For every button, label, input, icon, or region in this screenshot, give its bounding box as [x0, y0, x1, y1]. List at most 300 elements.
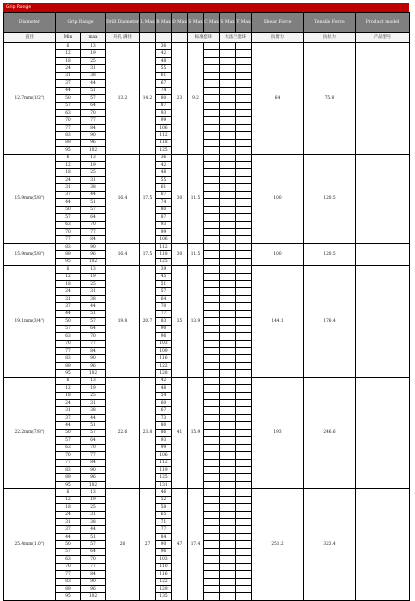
sub-c-large: 大法兰套环 — [220, 33, 252, 43]
product-model-cell — [356, 154, 410, 243]
grip-max-cell: 77 — [81, 228, 106, 235]
s2-max-cell — [220, 355, 236, 362]
s2-max-cell — [220, 504, 236, 511]
c-max-cell — [204, 355, 220, 362]
b-max-cell: 87 — [156, 102, 172, 109]
s2-max-cell — [220, 437, 236, 444]
c-max-cell — [204, 258, 220, 265]
table-body — [4, 43, 410, 601]
grip-min-cell: 95 — [56, 370, 81, 377]
b-max-cell: 112 — [156, 132, 172, 139]
shear-force-cell: 251.2 — [252, 489, 304, 601]
c-max-cell — [204, 132, 220, 139]
grip-min-cell: 63 — [56, 556, 81, 563]
grip-max-cell: 64 — [81, 325, 106, 332]
grip-min-cell: 31 — [56, 519, 81, 526]
col-b-max: B Max — [156, 13, 172, 33]
c-max-cell — [204, 571, 220, 578]
grip-max-cell: 51 — [81, 310, 106, 317]
grip-max-cell: 70 — [81, 333, 106, 340]
b-max-cell: 125 — [156, 258, 172, 265]
b-max-cell: 54 — [156, 392, 172, 399]
c-max-cell — [204, 563, 220, 570]
s2-max-cell — [220, 541, 236, 548]
t-max-cell — [236, 422, 252, 429]
c-max-cell — [204, 281, 220, 288]
t-max-cell — [236, 228, 252, 235]
grip-min-cell: 70 — [56, 452, 81, 459]
grip-max-cell: 102 — [81, 147, 106, 154]
b-max-cell: 48 — [156, 57, 172, 64]
t-max-cell — [236, 452, 252, 459]
s-max-cell: 15.9 — [188, 377, 204, 489]
t-max-cell — [236, 429, 252, 436]
s2-max-cell — [220, 95, 236, 102]
s-max-cell: 11.5 — [188, 243, 204, 265]
t-max-cell — [236, 214, 252, 221]
b-max-cell: 96 — [156, 333, 172, 340]
b-max-cell: 116 — [156, 355, 172, 362]
b-max-cell: 64 — [156, 295, 172, 302]
grip-max-cell: 102 — [81, 481, 106, 488]
b-max-cell: 103 — [156, 340, 172, 347]
b-max-cell: 93 — [156, 221, 172, 228]
drill-cell: 22.6 — [106, 377, 140, 489]
b-max-cell: 65 — [156, 511, 172, 518]
s2-max-cell — [220, 347, 236, 354]
s-max-cell: 11.5 — [188, 154, 204, 243]
s2-max-cell — [220, 266, 236, 273]
b-max-cell: 109 — [156, 347, 172, 354]
b-max-cell: 61 — [156, 72, 172, 79]
grip-min-cell: 44 — [56, 422, 81, 429]
t-max-cell — [236, 50, 252, 57]
b-max-cell: 42 — [156, 50, 172, 57]
b-max-cell: 46 — [156, 489, 172, 496]
s2-max-cell — [220, 206, 236, 213]
grip-min-cell: 83 — [56, 355, 81, 362]
grip-max-cell: 13 — [81, 154, 106, 161]
product-model-cell — [356, 377, 410, 489]
s-max-cell: 17.4 — [188, 489, 204, 601]
col-grip-range: Grip Range — [56, 13, 106, 33]
s-max-cell: 13.9 — [188, 266, 204, 378]
grip-max-cell: 13 — [81, 489, 106, 496]
grip-max-cell: 57 — [81, 318, 106, 325]
c-max-cell — [204, 199, 220, 206]
c-max-cell — [204, 87, 220, 94]
table-row — [4, 489, 410, 496]
b-max-cell: 80 — [156, 422, 172, 429]
t-max-cell — [236, 295, 252, 302]
grip-min-cell: 95 — [56, 258, 81, 265]
grip-min-cell: 31 — [56, 295, 81, 302]
b-max-cell: 93 — [156, 109, 172, 116]
s2-max-cell — [220, 459, 236, 466]
product-model-cell — [356, 243, 410, 265]
t-max-cell — [236, 556, 252, 563]
b-max-cell: 48 — [156, 169, 172, 176]
c-max-cell — [204, 541, 220, 548]
grip-min-cell: 37 — [56, 80, 81, 87]
c-max-cell — [204, 273, 220, 280]
c-max-cell — [204, 176, 220, 183]
s2-max-cell — [220, 221, 236, 228]
c-max-cell — [204, 444, 220, 451]
col-d-max: D Max — [172, 13, 188, 33]
c-max-cell — [204, 385, 220, 392]
d-max-cell: 41 — [172, 377, 188, 489]
t-max-cell — [236, 377, 252, 384]
grip-max-cell: 25 — [81, 281, 106, 288]
t-max-cell — [236, 243, 252, 250]
grip-min-cell: 57 — [56, 325, 81, 332]
grip-max-cell: 38 — [81, 407, 106, 414]
b-max-cell: 70 — [156, 303, 172, 310]
grip-min-cell: 83 — [56, 578, 81, 585]
d-max-cell: 30 — [172, 154, 188, 243]
grip-min-cell: 18 — [56, 392, 81, 399]
c-max-cell — [204, 191, 220, 198]
grip-min-cell: 6 — [56, 266, 81, 273]
t-max-cell — [236, 481, 252, 488]
grip-max-cell: 31 — [81, 65, 106, 72]
product-model-cell — [356, 266, 410, 378]
col-l-max: L Max — [140, 13, 156, 33]
t-max-cell — [236, 154, 252, 161]
grip-min-cell: 18 — [56, 504, 81, 511]
s2-max-cell — [220, 333, 236, 340]
t-max-cell — [236, 392, 252, 399]
grip-min-cell: 77 — [56, 236, 81, 243]
col-s2-max: S Max — [220, 13, 236, 33]
grip-max-cell: 64 — [81, 214, 106, 221]
grip-max-cell: 102 — [81, 258, 106, 265]
b-max-cell: 80 — [156, 206, 172, 213]
col-tensile-force: Tensile Force — [304, 13, 356, 33]
s2-max-cell — [220, 65, 236, 72]
c-max-cell — [204, 214, 220, 221]
b-max-cell: 99 — [156, 228, 172, 235]
grip-min-cell: 83 — [56, 132, 81, 139]
b-max-cell: 106 — [156, 452, 172, 459]
t-max-cell — [236, 95, 252, 102]
b-max-cell: 103 — [156, 556, 172, 563]
grip-max-cell: 51 — [81, 87, 106, 94]
c-max-cell — [204, 50, 220, 57]
grip-max-cell: 64 — [81, 437, 106, 444]
col-drill-diameter: Drill Diameter — [106, 13, 140, 33]
s2-max-cell — [220, 117, 236, 124]
t-max-cell — [236, 340, 252, 347]
grip-max-cell: 96 — [81, 139, 106, 146]
t-max-cell — [236, 281, 252, 288]
t-max-cell — [236, 102, 252, 109]
grip-min-cell: 63 — [56, 444, 81, 451]
l-max-cell: 14.2 — [140, 43, 156, 155]
t-max-cell — [236, 109, 252, 116]
c-max-cell — [204, 511, 220, 518]
grip-min-cell: 89 — [56, 585, 81, 592]
t-max-cell — [236, 511, 252, 518]
grip-max-cell: 44 — [81, 414, 106, 421]
grip-min-cell: 89 — [56, 362, 81, 369]
grip-min-cell: 50 — [56, 318, 81, 325]
t-max-cell — [236, 519, 252, 526]
c-max-cell — [204, 377, 220, 384]
s2-max-cell — [220, 585, 236, 592]
grip-max-cell: 77 — [81, 340, 106, 347]
b-max-cell: 52 — [156, 496, 172, 503]
grip-min-cell: 37 — [56, 526, 81, 533]
drill-cell: 16.4 — [106, 154, 140, 243]
s2-max-cell — [220, 578, 236, 585]
grip-max-cell: 31 — [81, 176, 106, 183]
b-max-cell: 45 — [156, 273, 172, 280]
b-max-cell: 125 — [156, 474, 172, 481]
s2-max-cell — [220, 519, 236, 526]
c-max-cell — [204, 496, 220, 503]
t-max-cell — [236, 191, 252, 198]
t-max-cell — [236, 310, 252, 317]
b-max-cell: 36 — [156, 154, 172, 161]
b-max-cell: 77 — [156, 310, 172, 317]
grip-max-cell: 77 — [81, 117, 106, 124]
tensile-force-cell: 120.5 — [304, 154, 356, 243]
grip-min-cell: 63 — [56, 221, 81, 228]
grip-max-cell: 25 — [81, 169, 106, 176]
c-max-cell — [204, 489, 220, 496]
c-max-cell — [204, 221, 220, 228]
b-max-cell: 106 — [156, 124, 172, 131]
l-max-cell: 20.7 — [140, 266, 156, 378]
t-max-cell — [236, 548, 252, 555]
s2-max-cell — [220, 571, 236, 578]
shear-force-cell: 64 — [252, 43, 304, 155]
c-max-cell — [204, 474, 220, 481]
grip-min-cell: 12 — [56, 385, 81, 392]
grip-max-cell: 102 — [81, 370, 106, 377]
l-max-cell: 23.8 — [140, 377, 156, 489]
b-max-cell: 55 — [156, 176, 172, 183]
c-max-cell — [204, 295, 220, 302]
grip-max-cell: 57 — [81, 429, 106, 436]
s2-max-cell — [220, 102, 236, 109]
t-max-cell — [236, 459, 252, 466]
c-max-cell — [204, 414, 220, 421]
b-max-cell: 118 — [156, 251, 172, 258]
grip-min-cell: 70 — [56, 117, 81, 124]
grip-min-cell: 50 — [56, 206, 81, 213]
t-max-cell — [236, 206, 252, 213]
grip-max-cell: 90 — [81, 132, 106, 139]
s2-max-cell — [220, 57, 236, 64]
d-max-cell: 35 — [172, 266, 188, 378]
grip-max-cell: 31 — [81, 511, 106, 518]
c-max-cell — [204, 147, 220, 154]
s2-max-cell — [220, 362, 236, 369]
grip-max-cell: 44 — [81, 526, 106, 533]
grip-max-cell: 38 — [81, 519, 106, 526]
s2-max-cell — [220, 147, 236, 154]
diameter-cell: 25.4mm(1.0") — [4, 489, 56, 601]
t-max-cell — [236, 318, 252, 325]
diameter-cell: 15.9mm(5/8") — [4, 154, 56, 243]
s2-max-cell — [220, 422, 236, 429]
drill-cell: 13.2 — [106, 43, 140, 155]
grip-min-cell: 18 — [56, 169, 81, 176]
grip-max-cell: 25 — [81, 392, 106, 399]
b-max-cell: 87 — [156, 214, 172, 221]
t-max-cell — [236, 65, 252, 72]
grip-min-cell: 50 — [56, 429, 81, 436]
s2-max-cell — [220, 72, 236, 79]
s2-max-cell — [220, 281, 236, 288]
s-max-cell: 9.2 — [188, 43, 204, 155]
diameter-cell: 12.7mm(1/2") — [4, 43, 56, 155]
sub-b — [156, 33, 172, 43]
t-max-cell — [236, 474, 252, 481]
b-max-cell: 42 — [156, 377, 172, 384]
s2-max-cell — [220, 43, 236, 50]
b-max-cell: 129 — [156, 585, 172, 592]
b-max-cell: 128 — [156, 370, 172, 377]
t-max-cell — [236, 147, 252, 154]
b-max-cell: 116 — [156, 571, 172, 578]
s2-max-cell — [220, 109, 236, 116]
t-max-cell — [236, 80, 252, 87]
c-max-cell — [204, 333, 220, 340]
table-row — [4, 266, 410, 273]
s2-max-cell — [220, 295, 236, 302]
s2-max-cell — [220, 452, 236, 459]
t-max-cell — [236, 362, 252, 369]
b-max-cell: 90 — [156, 541, 172, 548]
c-max-cell — [204, 303, 220, 310]
c-max-cell — [204, 236, 220, 243]
c-max-cell — [204, 72, 220, 79]
col-diameter: Diameter — [4, 13, 56, 33]
spec-table — [3, 12, 410, 601]
b-max-cell: 99 — [156, 117, 172, 124]
sub-s-standard: 标准套环 — [188, 33, 220, 43]
s2-max-cell — [220, 407, 236, 414]
sub-l — [140, 33, 156, 43]
c-max-cell — [204, 117, 220, 124]
grip-min-cell: 89 — [56, 251, 81, 258]
c-max-cell — [204, 57, 220, 64]
t-max-cell — [236, 385, 252, 392]
t-max-cell — [236, 355, 252, 362]
c-max-cell — [204, 452, 220, 459]
c-max-cell — [204, 80, 220, 87]
grip-max-cell: 64 — [81, 548, 106, 555]
t-max-cell — [236, 437, 252, 444]
b-max-cell: 112 — [156, 243, 172, 250]
tensile-force-cell: 75.8 — [304, 43, 356, 155]
c-max-cell — [204, 162, 220, 169]
table-title-banner: Grip Range — [3, 3, 409, 12]
t-max-cell — [236, 258, 252, 265]
s2-max-cell — [220, 124, 236, 131]
grip-min-cell: 24 — [56, 288, 81, 295]
d-max-cell: 47 — [172, 489, 188, 601]
s2-max-cell — [220, 481, 236, 488]
s2-max-cell — [220, 50, 236, 57]
grip-max-cell: 38 — [81, 295, 106, 302]
shear-force-cell: 193 — [252, 377, 304, 489]
grip-min-cell: 6 — [56, 43, 81, 50]
t-max-cell — [236, 251, 252, 258]
t-max-cell — [236, 533, 252, 540]
shear-force-cell: 144.1 — [252, 266, 304, 378]
drill-cell: 19.8 — [106, 266, 140, 378]
s2-max-cell — [220, 511, 236, 518]
t-max-cell — [236, 578, 252, 585]
grip-max-cell: 51 — [81, 533, 106, 540]
col-shear-force: Shear Force — [252, 13, 304, 33]
grip-max-cell: 13 — [81, 43, 106, 50]
b-max-cell: 112 — [156, 459, 172, 466]
t-max-cell — [236, 541, 252, 548]
col-c-max: C Max — [204, 13, 220, 33]
grip-max-cell: 13 — [81, 377, 106, 384]
c-max-cell — [204, 466, 220, 473]
grip-max-cell: 96 — [81, 585, 106, 592]
s2-max-cell — [220, 400, 236, 407]
s2-max-cell — [220, 414, 236, 421]
s2-max-cell — [220, 489, 236, 496]
b-max-cell: 51 — [156, 281, 172, 288]
grip-max-cell: 25 — [81, 504, 106, 511]
t-max-cell — [236, 117, 252, 124]
grip-min-cell: 70 — [56, 563, 81, 570]
b-max-cell: 39 — [156, 266, 172, 273]
grip-max-cell: 90 — [81, 466, 106, 473]
b-max-cell: 67 — [156, 191, 172, 198]
c-max-cell — [204, 429, 220, 436]
diameter-cell: 15.9mm(5/8") — [4, 243, 56, 265]
table-row — [4, 243, 410, 250]
t-max-cell — [236, 504, 252, 511]
grip-max-cell: 51 — [81, 422, 106, 429]
c-max-cell — [204, 124, 220, 131]
tensile-force-cell: 323.4 — [304, 489, 356, 601]
grip-min-cell: 6 — [56, 154, 81, 161]
grip-max-cell: 77 — [81, 563, 106, 570]
s2-max-cell — [220, 184, 236, 191]
grip-max-cell: 96 — [81, 362, 106, 369]
c-max-cell — [204, 65, 220, 72]
grip-min-cell: 37 — [56, 191, 81, 198]
t-max-cell — [236, 593, 252, 600]
sub-tensile: 抗拉力 — [304, 33, 356, 43]
grip-min-cell: 57 — [56, 437, 81, 444]
t-max-cell — [236, 162, 252, 169]
c-max-cell — [204, 437, 220, 444]
s2-max-cell — [220, 191, 236, 198]
col-t-max: T Max — [236, 13, 252, 33]
t-max-cell — [236, 124, 252, 131]
s2-max-cell — [220, 258, 236, 265]
b-max-cell: 80 — [156, 95, 172, 102]
c-max-cell — [204, 340, 220, 347]
t-max-cell — [236, 526, 252, 533]
s2-max-cell — [220, 176, 236, 183]
grip-min-cell: 44 — [56, 310, 81, 317]
s2-max-cell — [220, 533, 236, 540]
s2-max-cell — [220, 548, 236, 555]
